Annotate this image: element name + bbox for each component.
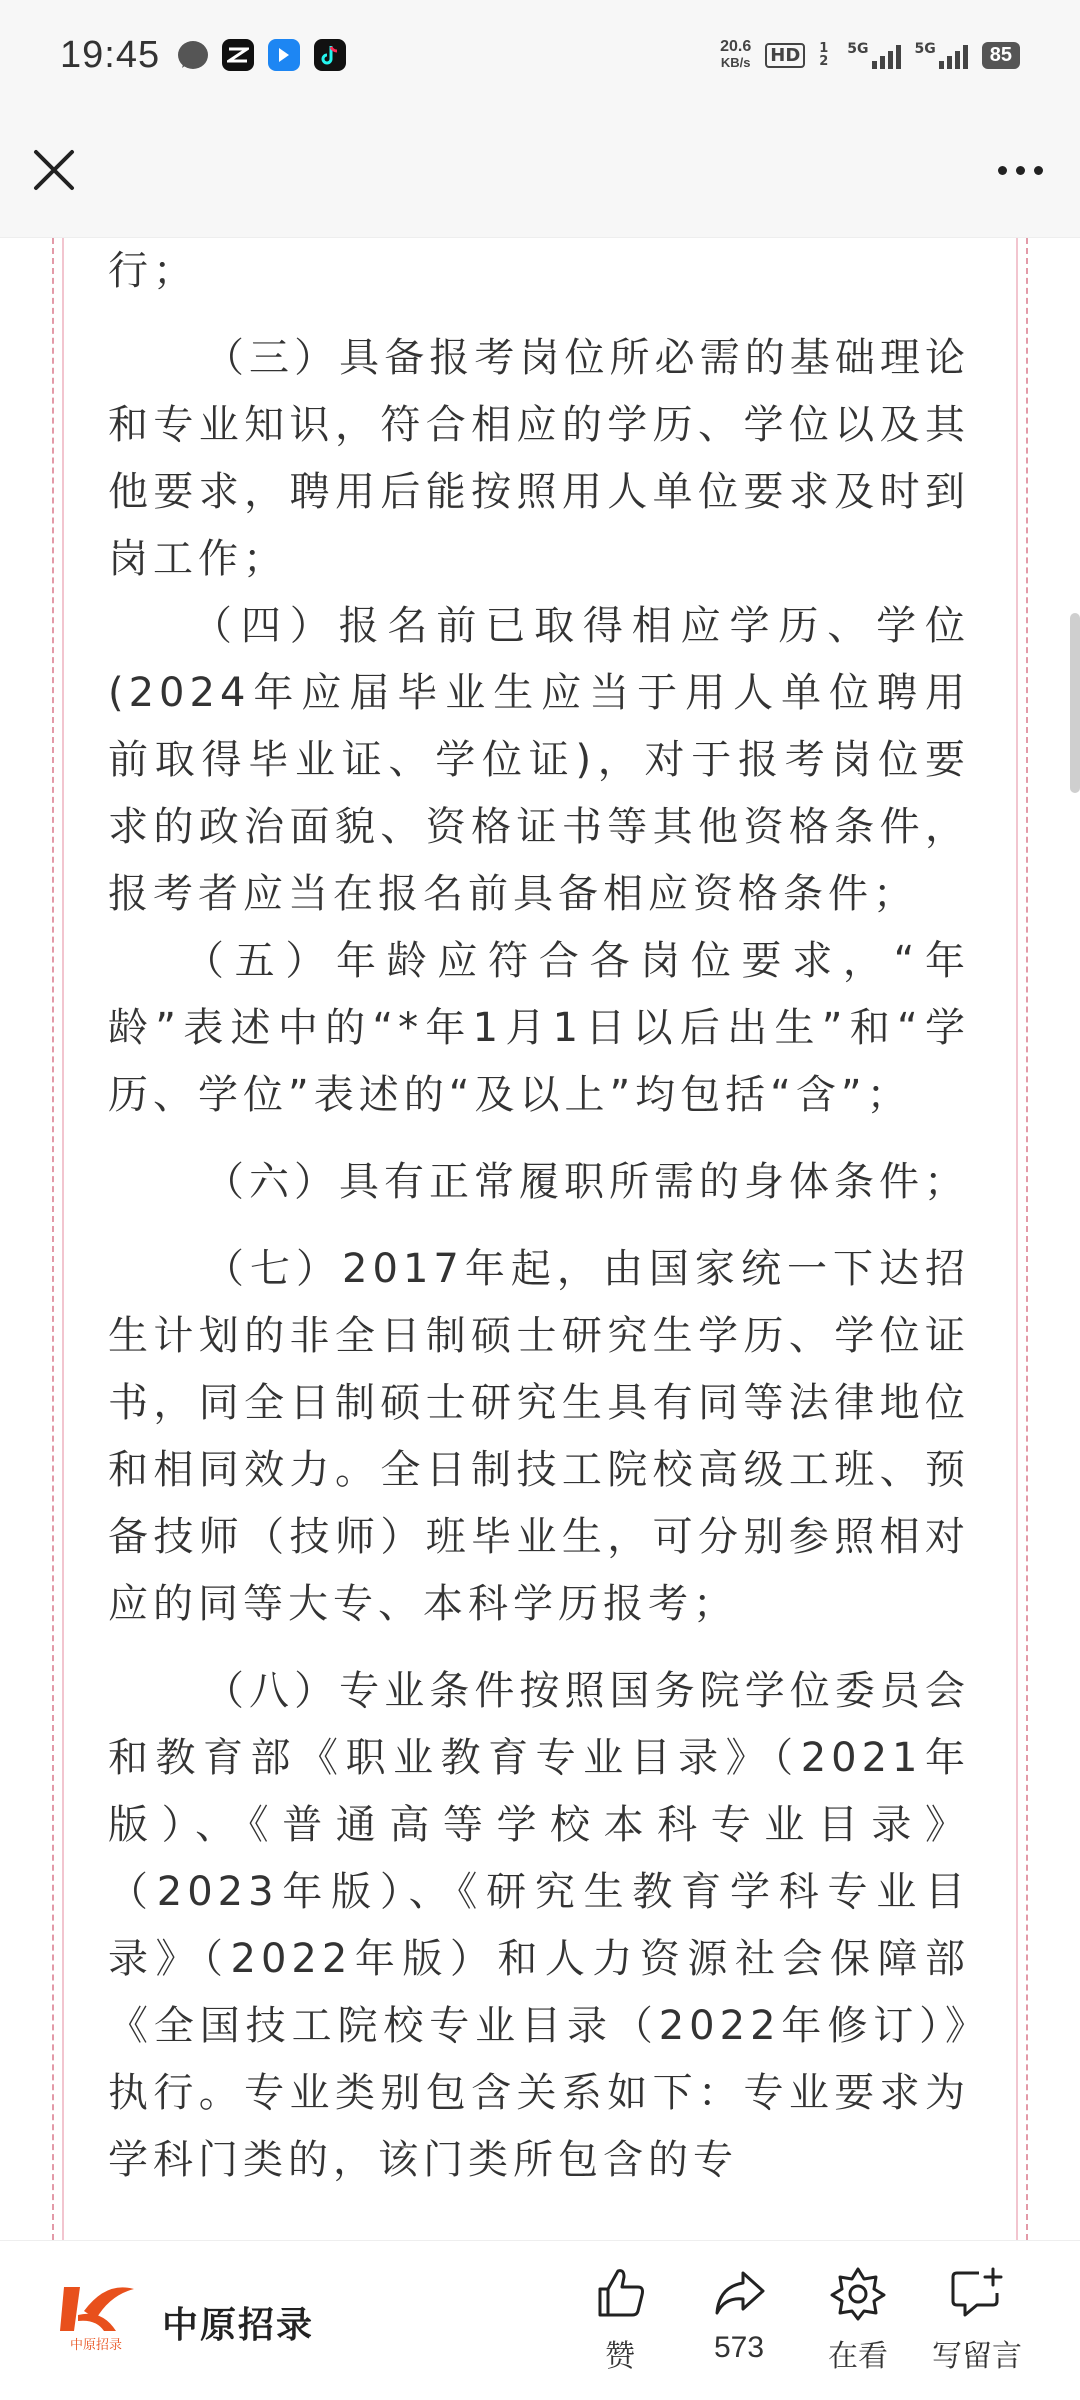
share-count: 573 <box>713 2331 765 2364</box>
system-status <box>720 39 1020 71</box>
decorative-border <box>52 238 54 2240</box>
signal-label-1: 5G <box>847 41 869 57</box>
account-name[interactable]: 中原招录 <box>162 2305 315 2346</box>
watching-button[interactable] <box>798 2265 918 2375</box>
net-speed-value: 20.6 <box>720 38 752 55</box>
status-time: 19:45 <box>60 33 161 76</box>
net-speed-unit: KB/s <box>720 55 751 70</box>
more-dots-icon <box>998 166 1007 175</box>
scrollbar-thumb[interactable] <box>1070 613 1080 793</box>
comment-add-icon <box>949 2265 1005 2321</box>
decorative-border <box>62 238 64 2240</box>
thumbs-up-icon <box>592 2265 648 2321</box>
hd-sub: 1 2 <box>819 41 829 69</box>
like-label: 赞 <box>605 2340 635 2373</box>
more-options-button[interactable] <box>984 140 1056 200</box>
write-comment-button[interactable] <box>917 2265 1037 2375</box>
zhongyuan-logo-icon <box>56 2281 136 2353</box>
notification-icons <box>178 39 346 71</box>
paragraph-5: （五）年龄应符合各岗位要求，“年龄”表述中的“*年1月1日以后出生”和“学历、学位”表述的“及以上”均包括“含”； <box>108 938 970 1118</box>
article-scroll-area[interactable] <box>0 238 1080 2240</box>
close-button[interactable] <box>24 140 84 200</box>
decorative-border <box>1016 238 1018 2240</box>
logo-text: 中原招录 <box>69 2338 123 2353</box>
tiktok-app-icon <box>314 39 346 71</box>
status-bar <box>0 0 1080 110</box>
paragraph-6: （六）具有正常履职所需的身体条件； <box>204 1159 969 1205</box>
paragraph-8: （八）专业条件按照国务院学位委员会和教育部《职业教育专业目录》（2021年版）、《普通高等学校本科专业目录》（2023年版）、《研究生教育学科专业目录》（2022年版）和人力资源社会保障部《全国技工院校专业目录（2022年修订）》执行。专业类别包含关系如下：专业要求为学科门类的，该门类所包含的专 <box>108 1668 970 2183</box>
decorative-border <box>1026 238 1028 2240</box>
signal-label-2: 5G <box>914 41 936 57</box>
account-logo[interactable] <box>56 2281 136 2353</box>
paragraph-fragment: 行； <box>108 248 198 294</box>
paragraph-7: （七）2017年起，由国家统一下达招生计划的非全日制硕士研究生学历、学位证书，同全日制硕士研究生具有同等法律地位和相同效力。全日制技工院校高级工班、预备技师（技师）班毕业生，可分别参照相对应的同等大专、本科学历报考； <box>108 1246 970 1627</box>
article-body <box>108 238 970 2194</box>
paragraph-4: （四）报名前已取得相应学历、学位(2024年应届毕业生应当于用人单位聘用前取得毕业证、学位证)，对于报考岗位要求的政治面貌、资格证书等其他资格条件，报考者应当在报名前具备相应资格条件； <box>108 603 970 917</box>
close-icon <box>24 140 84 200</box>
capcut-app-icon <box>222 39 254 71</box>
flower-star-icon <box>830 2265 886 2321</box>
more-dot <box>1016 166 1025 175</box>
blue-app-icon <box>268 39 300 71</box>
bottom-action-bar <box>0 2240 1080 2400</box>
network-speed <box>720 39 751 71</box>
top-nav-bar <box>0 110 1080 238</box>
like-button[interactable] <box>560 2265 680 2375</box>
battery-icon: 85 <box>982 42 1020 69</box>
share-arrow-icon <box>711 2265 767 2321</box>
message-notification-icon <box>178 41 208 69</box>
paragraph-3: （三）具备报考岗位所必需的基础理论和专业知识，符合相应的学历、学位以及其他要求，聘用后能按照用人单位要求及时到岗工作； <box>108 335 970 582</box>
hd-voice-icon: HD <box>765 43 805 68</box>
comment-label: 写留言 <box>932 2340 1022 2373</box>
watching-label: 在看 <box>828 2340 888 2373</box>
more-dot <box>1034 166 1043 175</box>
signal-icon-1 <box>847 41 900 69</box>
signal-icon-2 <box>915 41 968 69</box>
share-button[interactable] <box>679 2265 799 2365</box>
